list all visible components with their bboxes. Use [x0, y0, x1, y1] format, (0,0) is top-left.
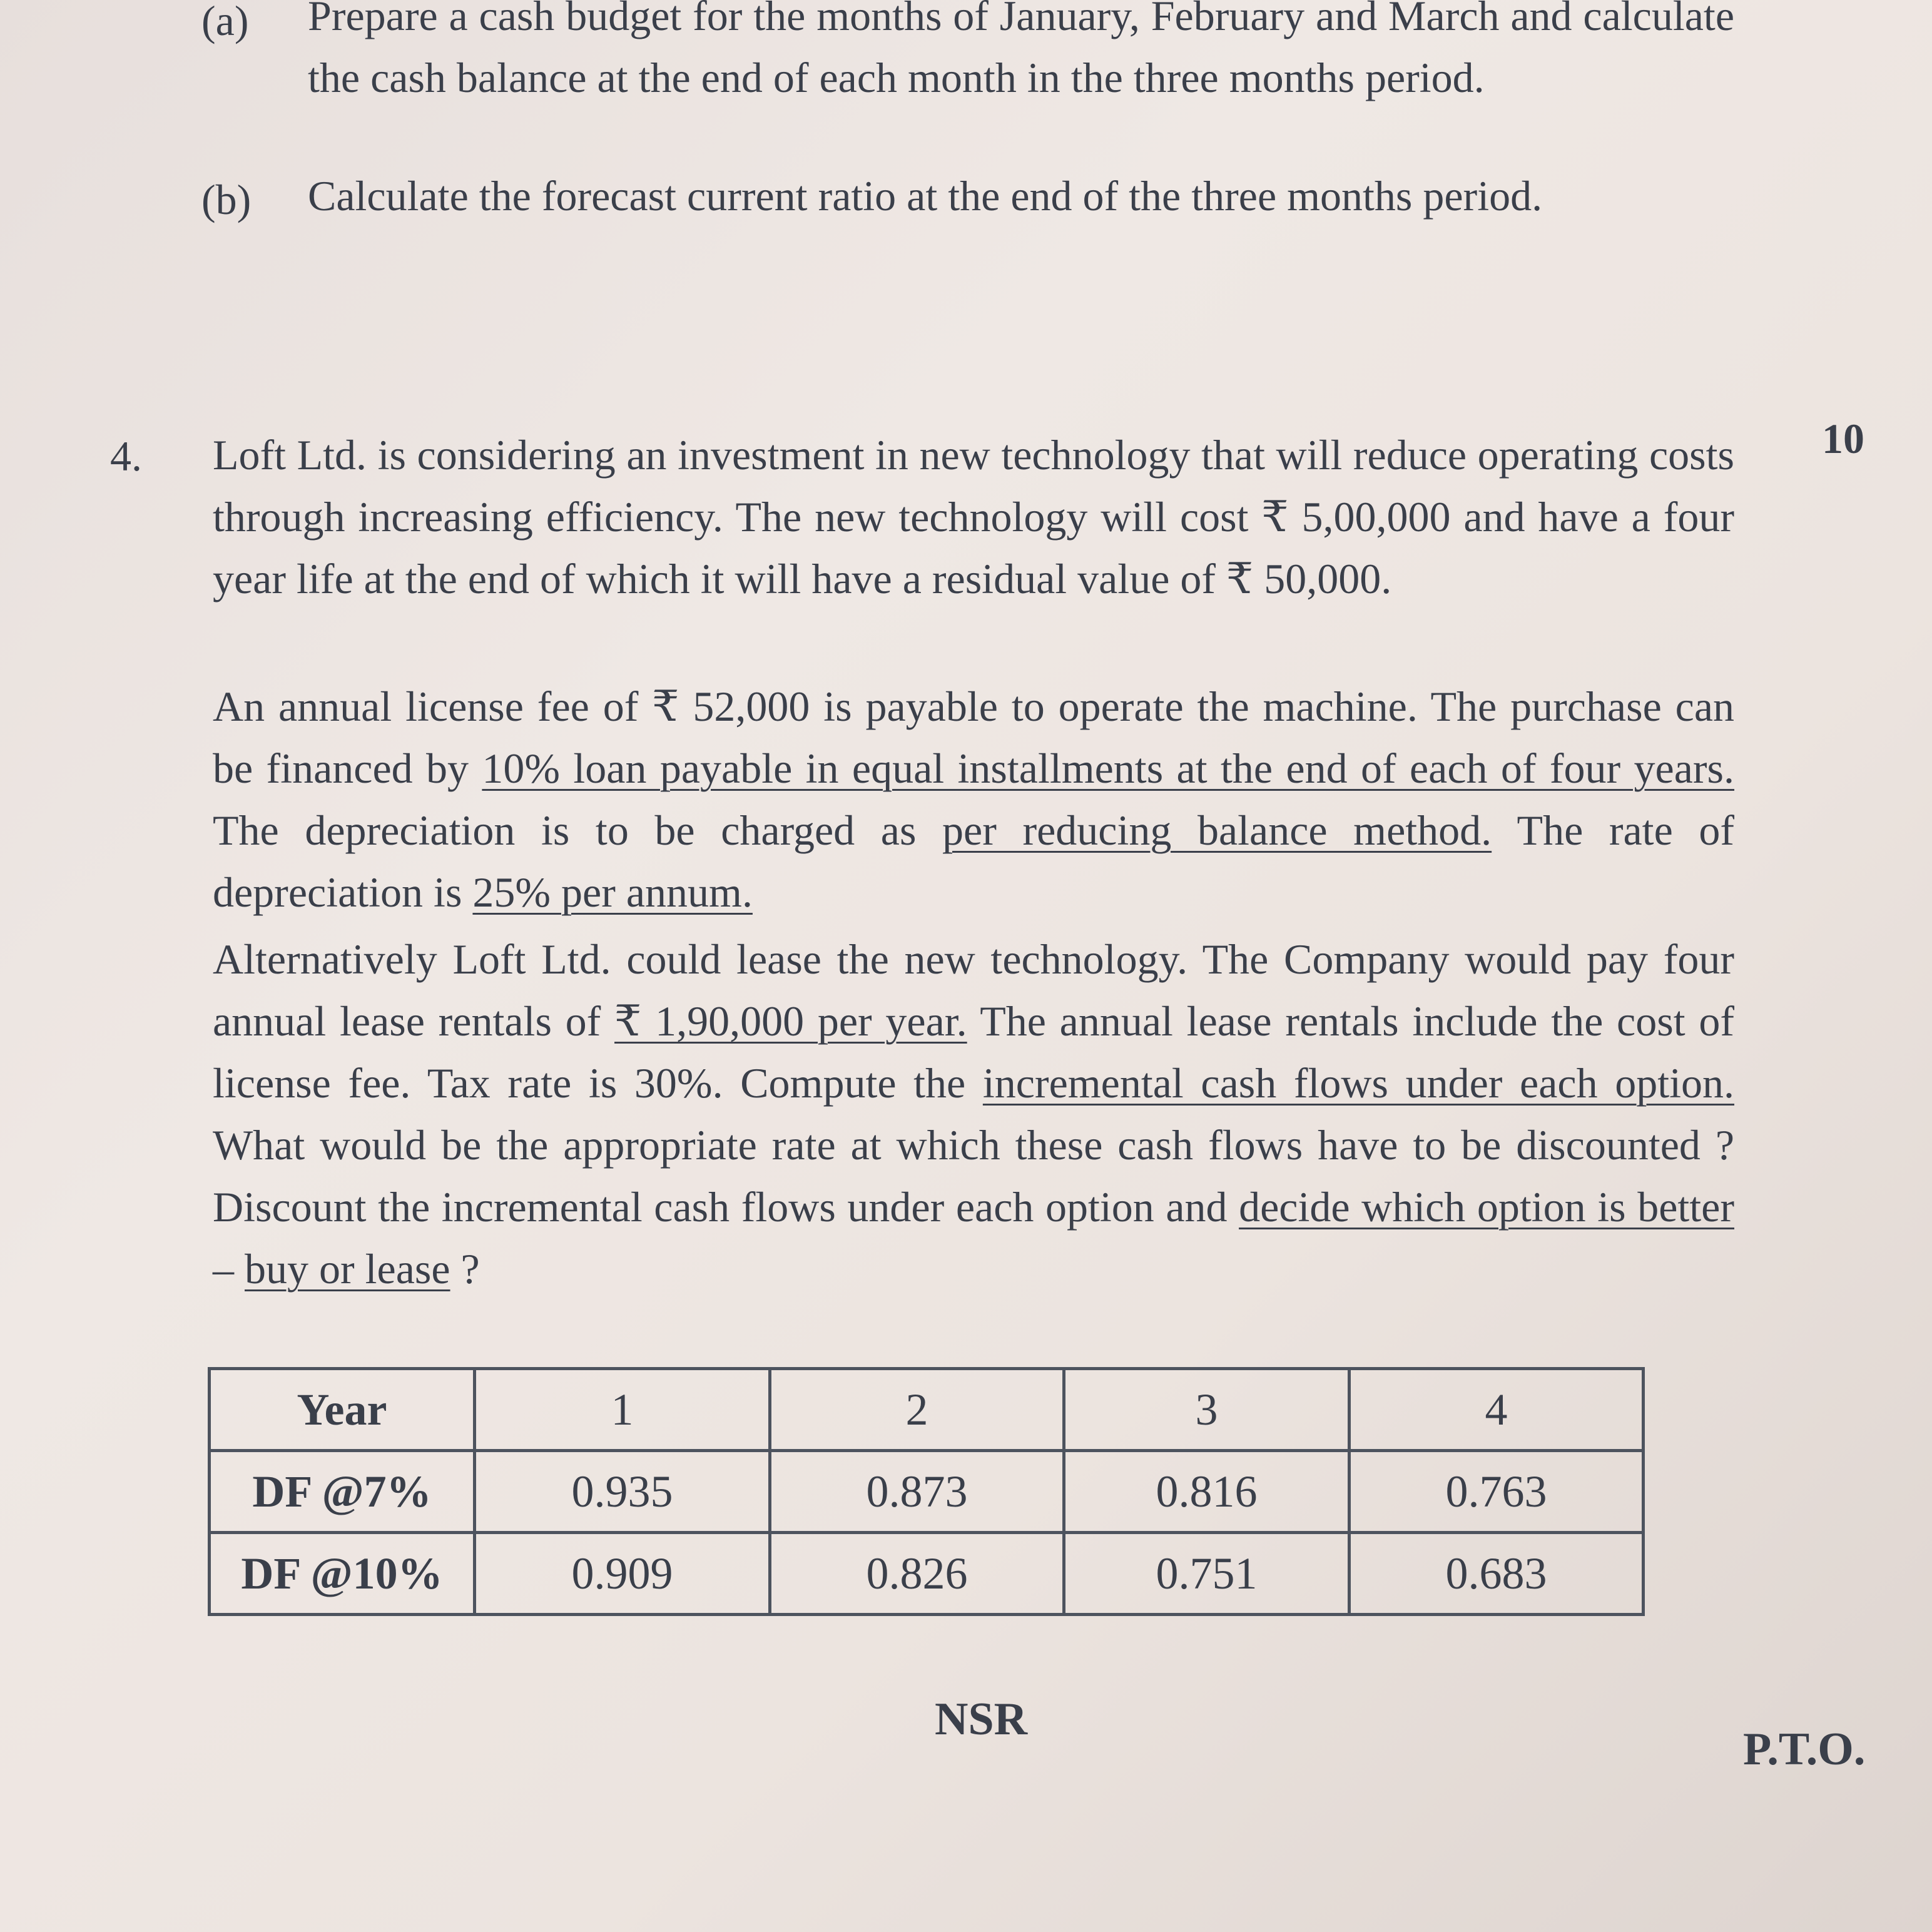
- question-paragraph-3: Alternatively Loft Ltd. could lease the new technology. The Company would pay four annual lease rentals of ₹ 1,90,000 per year. The annual lease rentals include the cost of license fee. Tax rate is 30%. Compute the incremental cash flows under each option. What would be the appropriate rate at which these cash flows have to be discounted ? Discount the incremental cash flows under each option and decide which option is better – buy or lease ?: [213, 935, 1734, 1293]
- part-b-text: Calculate the forecast current ratio at the end of the three months period.: [308, 172, 1543, 220]
- table-cell: 0.763: [1350, 1451, 1644, 1533]
- part-a-text: Prepare a cash budget for the months of January, February and March and calculate the cash balance at the end of each month in the three months period.: [308, 0, 1734, 101]
- underline-depreciation-rate: 25% per annum.: [472, 868, 753, 916]
- table-header-cell: 3: [1064, 1369, 1350, 1451]
- question-number: 4.: [110, 432, 142, 480]
- underline-loan-terms: 10% loan payable in equal installments at the end of each of four years.: [482, 745, 1735, 792]
- question-paragraph-1: Loft Ltd. is considering an investment in new technology that will reduce operating costs through increasing efficiency. The new technology will cost ₹ 5,00,000 and have a four year life at the end of which it will have a residual value of ₹ 50,000.: [213, 431, 1734, 602]
- underline-buy-or-lease: buy or lease: [245, 1245, 450, 1293]
- table-cell: 0.909: [475, 1533, 770, 1615]
- question-marks: 10: [1822, 415, 1864, 462]
- table-row: [210, 1451, 1644, 1533]
- table-row-label: DF @7%: [210, 1451, 475, 1533]
- table-cell: 0.935: [475, 1451, 770, 1533]
- table-header-row: [210, 1369, 1644, 1451]
- table-cell: 0.873: [770, 1451, 1064, 1533]
- table-cell: 0.816: [1064, 1451, 1350, 1533]
- part-b-marker: (b): [201, 176, 252, 223]
- table-header-cell: 1: [475, 1369, 770, 1451]
- table-header-cell: 4: [1350, 1369, 1644, 1451]
- table-cell: 0.826: [770, 1533, 1064, 1615]
- table-header-cell: 2: [770, 1369, 1064, 1451]
- discount-factor-table: [208, 1367, 1645, 1616]
- table-cell: 0.751: [1064, 1533, 1350, 1615]
- underline-depreciation-method: per reducing balance method.: [942, 806, 1492, 854]
- table-header-cell: Year: [210, 1369, 475, 1451]
- footer-pto: P.T.O.: [1743, 1724, 1866, 1775]
- footer-code: NSR: [935, 1694, 1028, 1745]
- underline-incremental-cash-flows: incremental cash flows under each option.: [982, 1059, 1734, 1107]
- table-row: [210, 1533, 1644, 1615]
- underline-decide-option: decide which option is better: [1239, 1183, 1734, 1231]
- table-row-label: DF @10%: [210, 1533, 475, 1615]
- part-a-marker: (a): [201, 0, 249, 44]
- underline-lease-rental: ₹ 1,90,000 per year.: [614, 997, 967, 1045]
- table-cell: 0.683: [1350, 1533, 1644, 1615]
- question-paragraph-2: An annual license fee of ₹ 52,000 is payable to operate the machine. The purchase can be financed by 10% loan payable in equal installments at the end of each of four years. The depreciation is to be charged as per reducing balance method. The rate of depreciation is 25% per annum.: [213, 683, 1735, 916]
